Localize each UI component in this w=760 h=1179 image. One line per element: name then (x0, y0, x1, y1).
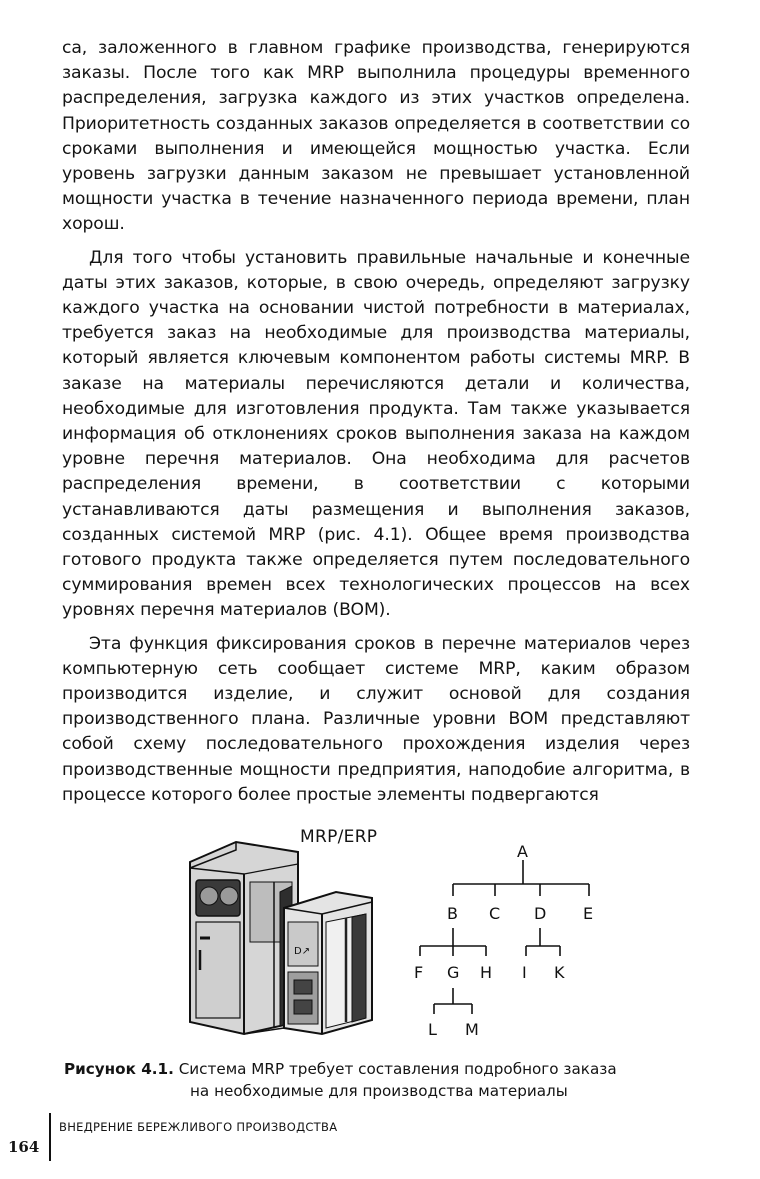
bom-node-i: I (522, 963, 527, 982)
bom-node-d: D (534, 904, 547, 923)
body-text (62, 36, 690, 808)
caption-line-1: Система MRP требует составления подробного заказа (178, 1060, 617, 1078)
figure-4-1 (176, 822, 626, 1052)
bom-node-b: B (447, 904, 458, 923)
bom-node-l: L (428, 1020, 437, 1039)
caption-line-2: на необходимые для производства материалы (190, 1082, 568, 1100)
bom-node-k: K (554, 963, 565, 982)
paragraph-3: Эта функция фиксирования сроков в перечне материалов через компьютерную сеть сообщает системе MRP, каким образом производится изделие, и служит основой для создания производственного плана. Различные уровни BOM представляют собой схему последовательного прохождения изделия через производственные мощности предприятия, наподобие алгоритма, в процессе которого более простые элементы подвергаются (62, 633, 690, 805)
bom-tree-lines (420, 860, 589, 1014)
bom-node-g: G (447, 963, 460, 982)
bom-node-h: H (480, 963, 493, 982)
bom-node-m: M (465, 1020, 479, 1039)
paragraph-1: са, заложенного в главном графике производства, генерируются заказы. После того как MRP выполнила процедуры временного распределения, загрузка каждого из этих участков определена. Приоритетность созданных заказов определяется в соответствии со сроками выполнения и имеющейся мощностью участка. Если уровень загрузки данным заказом не превышает установленной мощности участка в течение назначенного периода времени, план хорош. (62, 38, 690, 235)
bom-node-c: C (489, 904, 501, 923)
running-title: ВНЕДРЕНИЕ БЕРЕЖЛИВОГО ПРОИЗВОДСТВА (59, 1120, 338, 1134)
figure-title: MRP/ERP (300, 827, 378, 847)
bom-node-e: E (583, 904, 594, 923)
footer-divider (49, 1113, 51, 1161)
bom-node-f: F (414, 963, 424, 982)
paragraph-2: Для того чтобы установить правильные начальные и конечные даты этих заказов, которые, в свою очередь, определяют загрузку каждого участка на основании чистой потребности в материалах, требуется заказ на необходимые для производства материалы, который является ключевым компонентом работы системы MRP. В заказе на материалы перечисляются детали и количества, необходимые для изготовления продукта. Там также указывается информация об отклонениях сроков выполнения заказа на каждом уровне перечня материалов. Она необходима для расчетов распределения времени, в соответствии с которыми устанавливаются даты размещения и выполнения заказов, созданных системой MRP (рис. 4.1). Общее время производства готового продукта также определяется путем последовательного суммирования времен всех технологических процессов на всех уровнях перечня материалов (BOM). (62, 247, 690, 621)
svg-text:D↗: D↗ (294, 946, 311, 957)
caption-label: Рисунок 4.1. (64, 1060, 174, 1078)
computer-illustration (190, 842, 372, 1034)
figure-caption (64, 1058, 704, 1102)
page-number: 164 (8, 1138, 40, 1156)
bom-node-root: A (517, 842, 528, 861)
